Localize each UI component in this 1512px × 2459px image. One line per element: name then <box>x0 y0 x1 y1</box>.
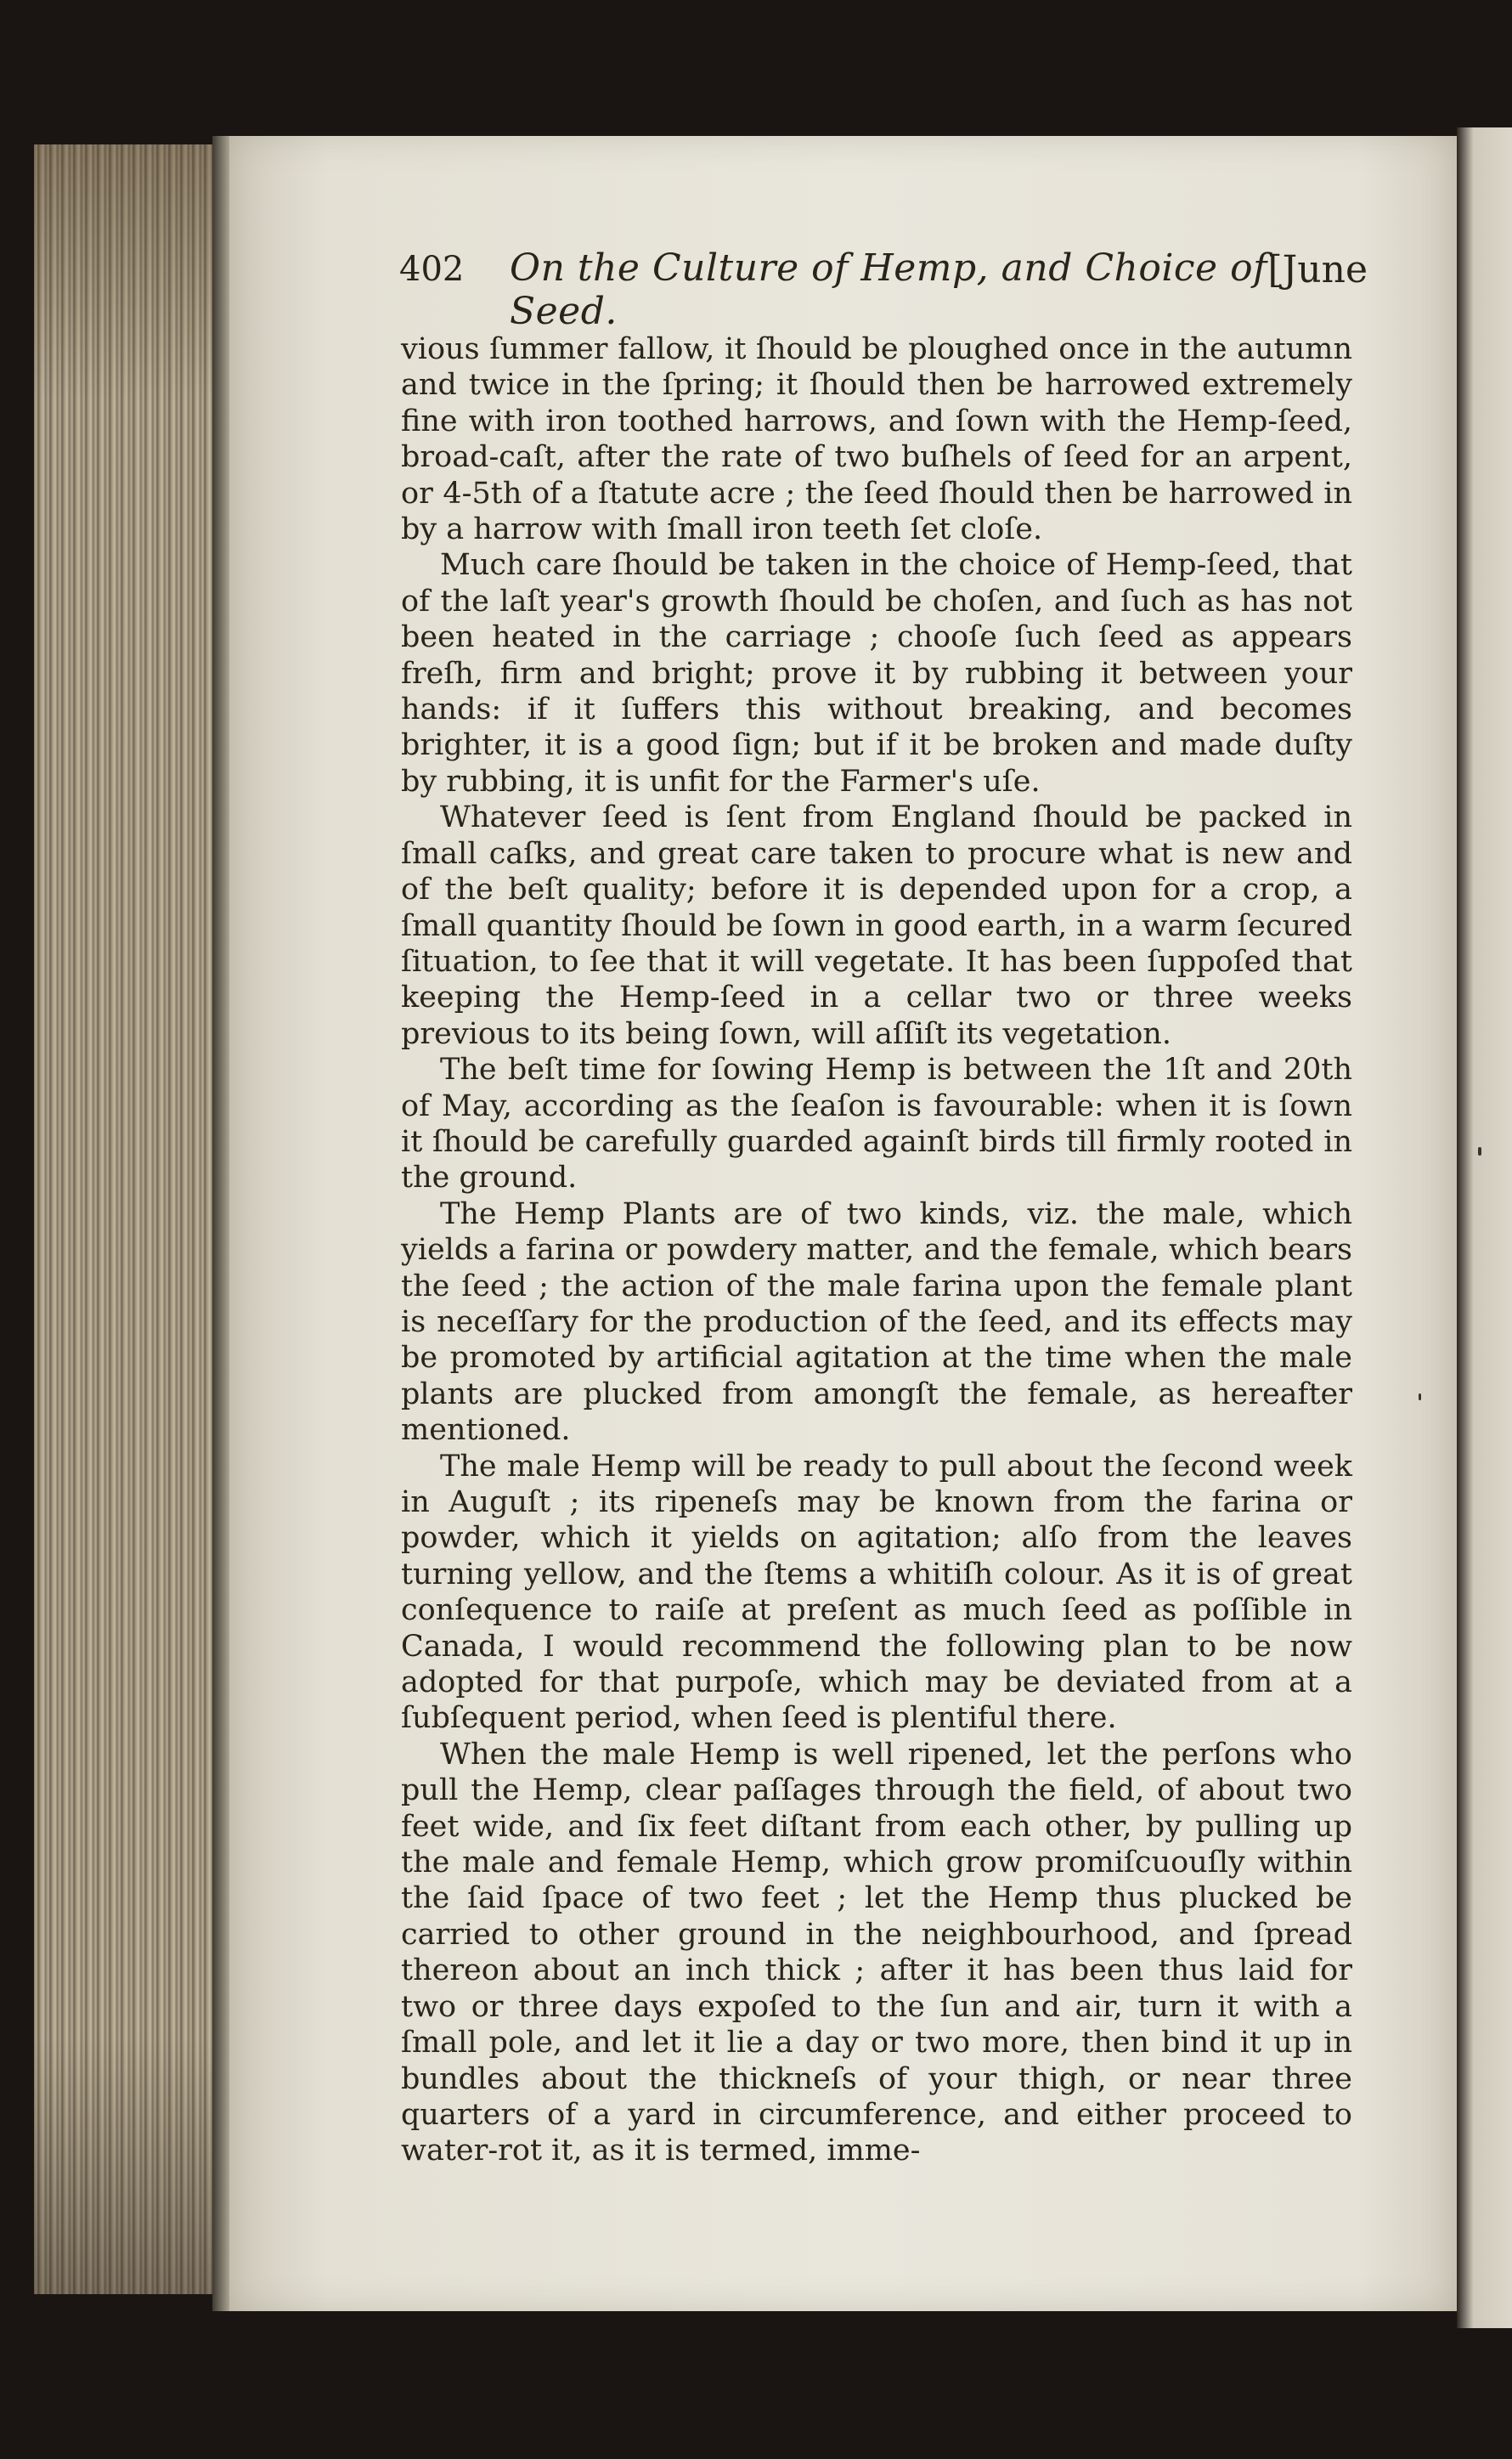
page-header <box>399 246 1368 333</box>
paragraph-2: Much care ſhould be taken in the choice of Hemp-ſeed, that of the laſt year's growth ſhould be choſen, and ſuch as has not been heated in the carriage ; chooſe ſuch ſeed as appears freſh, firm and bright; prove it by rubbing it between your hands: if it ſuffers this without breaking, and becomes brighter, it is a good ſign; but if it be broken and made duſty by rubbing, it is unfit for the Farmer's uſe. <box>401 548 1352 799</box>
paper-speck <box>1419 1393 1421 1400</box>
facing-page-edge <box>1457 127 1512 2328</box>
running-month: [June <box>1267 248 1368 291</box>
page-number: 402 <box>399 250 465 289</box>
book-page-edges <box>34 144 212 2294</box>
running-title: On the Culture of Hemp, and Choice of Seed. <box>510 246 1267 333</box>
paper-speck <box>1478 1147 1481 1156</box>
paragraph-7: When the male Hemp is well ripened, let the perſons who pull the Hemp, clear paſſages through the field, of about two feet wide, and ſix feet diſtant from each other, by pulling up the male and female Hemp, which grow promiſcuouſly within the ſaid ſpace of two feet ; let the Hemp thus plucked be carried to other ground in the neighbourhood, and ſpread thereon about an inch thick ; after it has been thus laid for two or three days expoſed to the ſun and air, turn it with a ſmall pole, and let it lie a day or two more, then bind it up in bundles about the thickneſs of your thigh, or near three quarters of a yard in circumference, and either proceed to water-rot it, as it is termed, imme- <box>401 1737 1352 2168</box>
paragraph-1: vious ſummer fallow, it ſhould be ploughed once in the autumn and twice in the ſpring; it ſhould then be harrowed extremely fine with iron toothed harrows, and ſown with the Hemp-ſeed, broad-caſt, after the rate of two buſhels of ſeed for an arpent, or 4-5th of a ſtatute acre ; the ſeed ſhould then be harrowed in by a harrow with ſmall iron teeth ſet cloſe. <box>401 332 1352 547</box>
page-body <box>401 331 1352 2169</box>
paragraph-6: The male Hemp will be ready to pull about the ſecond week in Auguſt ; its ripeneſs may be known from the farina or powder, which it yields on agitation; alſo from the leaves turning yellow, and the ſtems a whitiſh colour. As it is of great conſequence to raiſe at preſent as much ſeed as poſſible in Canada, I would recommend the following plan to be now adopted for that purpoſe, which may be deviated from at a ſubſequent period, when ſeed is plentiful there. <box>401 1449 1352 1736</box>
paragraph-5: The Hemp Plants are of two kinds, viz. the male, which yields a farina or powdery matter, and the female, which bears the ſeed ; the action of the male farina upon the female plant is neceſſary for the production of the ſeed, and its effects may be promoted by artificial agitation at the time when the male plants are plucked from amongſt the female, as hereafter mentioned. <box>401 1196 1352 1448</box>
paragraph-3: Whatever ſeed is ſent from England ſhould be packed in ſmall caſks, and great care taken to procure what is new and of the beſt quality; before it is depended upon for a crop, a ſmall quantity ſhould be ſown in good earth, in a warm ſecured ſituation, to ſee that it will vegetate. It has been ſuppoſed that keeping the Hemp-ſeed in a cellar two or three weeks previous to its being ſown, will aſſiſt its vegetation. <box>401 800 1352 1051</box>
paragraph-4: The beſt time for ſowing Hemp is between the 1ſt and 20th of May, according as the ſeaſon is favourable: when it is ſown it ſhould be carefully guarded againſt birds till firmly rooted in the ground. <box>401 1053 1352 1196</box>
